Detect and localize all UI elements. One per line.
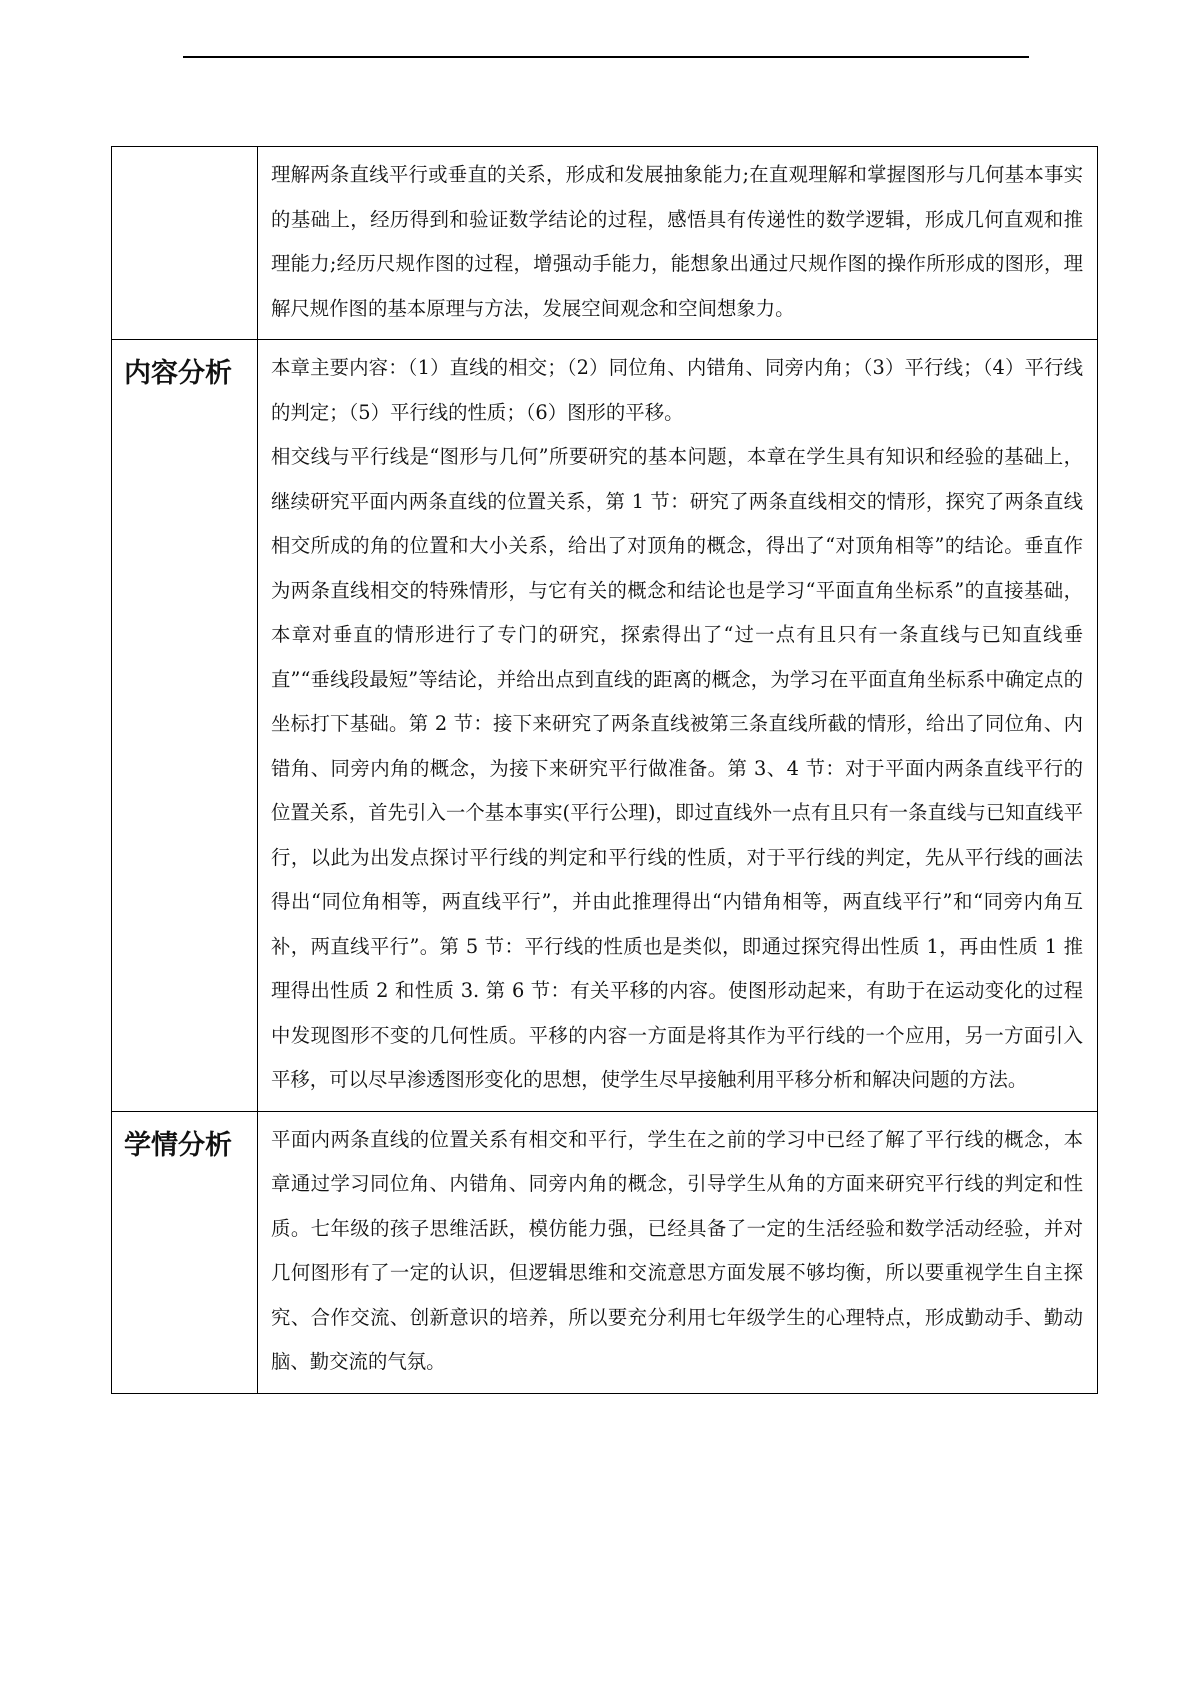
table-row-content-analysis	[112, 340, 1098, 1112]
paragraph: 平面内两条直线的位置关系有相交和平行，学生在之前的学习中已经了解了平行线的概念，本章通过学习同位角、内错角、同旁内角的概念，引导学生从角的方面来研究平行线的判定和性质。七年级的孩子思维活跃，模仿能力强，已经具备了一定的生活经验和数学活动经验，并对几何图形有了一定的认识，但逻辑思维和交流意思方面发展不够均衡，所以要重视学生自主探究、合作交流、创新意识的培养，所以要充分利用七年级学生的心理特点，形成勤动手、勤动脑、勤交流的气氛。	[271, 1127, 1083, 1373]
row-label	[112, 147, 258, 340]
lesson-analysis-table	[111, 146, 1098, 1394]
paragraph: 相交线与平行线是“图形与几何”所要研究的基本问题，本章在学生具有知识和经验的基础上，继续研究平面内两条直线的位置关系，第 1 节：研究了两条直线相交的情形，探究了两条直线相交所成的角的位置和大小关系，给出了对顶角的概念，得出了“对顶角相等”的结论。垂直作为两条直线相交的特殊情形，与它有关的概念和结论也是学习“平面直角坐标系”的直接基础，本章对垂直的情形进行了专门的研究，探索得出了“过一点有且只有一条直线与已知直线垂直”“垂线段最短”等结论，并给出点到直线的距离的概念，为学习在平面直角坐标系中确定点的坐标打下基础。第 2 节：接下来研究了两条直线被第三条直线所截的情形，给出了同位角、内错角、同旁内角的概念，为接下来研究平行做准备。第 3、4 节：对于平面内两条直线平行的位置关系，首先引入一个基本事实(平行公理)，即过直线外一点有且只有一条直线与已知直线平行，以此为出发点探讨平行线的判定和平行线的性质，对于平行线的判定，先从平行线的画法得出“同位角相等，两直线平行”，并由此推理得出“内错角相等，两直线平行”和“同旁内角互补，两直线平行”。第 5 节：平行线的性质也是类似，即通过探究得出性质 1，再由性质 1 推理得出性质 2 和性质 3. 第 6 节：有关平移的内容。使图形动起来，有助于在运动变化的过程中发现图形不变的几何性质。平移的内容一方面是将其作为平行线的一个应用，另一方面引入平移，可以尽早渗透图形变化的思想，使学生尽早接触利用平移分析和解决问题的方法。	[271, 445, 1083, 1091]
row-label-content-analysis: 内容分析	[112, 340, 258, 1112]
row-content	[258, 340, 1098, 1112]
table-row-objectives	[112, 147, 1098, 340]
paragraph: 本章主要内容：（1）直线的相交；（2）同位角、内错角、同旁内角；（3）平行线；（4）平行线的判定；（5）平行线的性质；（6）图形的平移。	[271, 356, 1083, 424]
row-label-student-analysis: 学情分析	[112, 1111, 258, 1393]
table-row-student-analysis	[112, 1111, 1098, 1393]
paragraph: 理解两条直线平行或垂直的关系，形成和发展抽象能力;在直观理解和掌握图形与几何基本事实的基础上，经历得到和验证数学结论的过程，感悟具有传递性的数学逻辑，形成几何直观和推理能力;经历尺规作图的过程，增强动手能力，能想象出通过尺规作图的操作所形成的图形，理解尺规作图的基本原理与方法，发展空间观念和空间想象力。	[271, 163, 1083, 320]
row-content	[258, 147, 1098, 340]
row-content	[258, 1111, 1098, 1393]
header-rule	[183, 56, 1029, 58]
